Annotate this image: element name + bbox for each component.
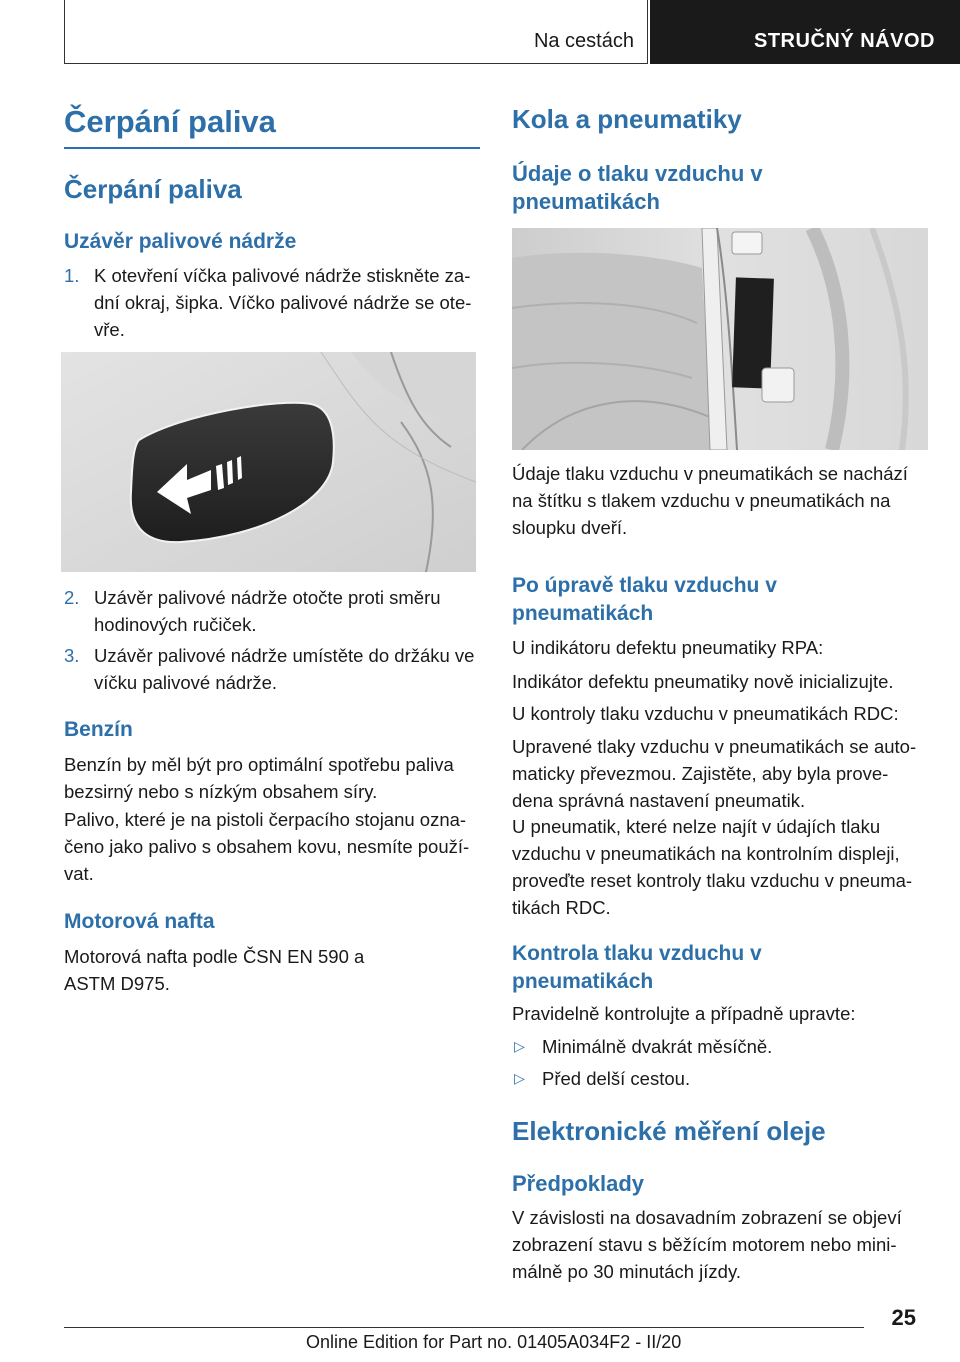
check-paragraph: Pravidelně kontrolujte a případně upravte: (512, 1003, 856, 1024)
step-number: 1. (64, 265, 80, 286)
section-heading-fuel: Čerpání paliva (64, 174, 242, 204)
footer-rule (64, 1327, 864, 1328)
petrol-paragraph: Palivo, které je na pistoli čerpacího stojanu ozna- čeno jako palivo s obsahem kovu, nesmíte použí- vat. (64, 809, 470, 884)
triangle-right-icon: ▷ (514, 1038, 525, 1054)
list-item: Minimálně dvakrát měsíčně. (542, 1036, 773, 1057)
adjust-paragraph: U kontroly tlaku vzduchu v pneumatikách RDC: (512, 703, 899, 724)
heading-after-adjust: Po úpravě tlaku vzduchu v pneumatikách (512, 574, 777, 625)
adjust-paragraph: U indikátoru defektu pneumatiky RPA: (512, 637, 824, 658)
pressure-paragraph: Údaje tlaku vzduchu v pneumatikách se nachází na štítku s tlakem vzduchu v pneumatikách na sloupku dveří. (512, 463, 908, 538)
page-title: Čerpání paliva (64, 104, 276, 139)
adjust-paragraph: Upravené tlaky vzduchu v pneumatikách se auto- maticky převezmou. Zajistěte, aby byla prove- dena správná nastavení pneumatik. (512, 736, 917, 811)
door-pillar-illustration (512, 228, 928, 450)
step-text: K otevření víčka palivové nádrže stiskněte za- dní okraj, šipka. Víčko palivové nádrže se ote- vře. (94, 265, 472, 340)
step-number: 3. (64, 645, 80, 666)
prereq-paragraph: V závislosti na dosavadním zobrazení se objeví zobrazení stavu s běžícím motorem nebo mini- málně po 30 minutách jízdy. (512, 1207, 902, 1282)
heading-fuel-cap: Uzávěr palivové nádrže (64, 230, 297, 253)
petrol-paragraph: Benzín by měl být pro optimální spotřebu paliva bezsirný nebo s nízkým obsahem síry. (64, 754, 454, 802)
header-chapter: STRUČNÝ NÁVOD (650, 0, 960, 64)
step-number: 2. (64, 587, 80, 608)
adjust-paragraph: U pneumatik, které nelze najít v údajích tlaku vzduchu v pneumatikách na kontrolním displeji, proveďte reset kontroly tlaku vzduchu v pneuma- tikách RDC. (512, 816, 913, 918)
page-number: 25 (891, 1305, 916, 1330)
heading-petrol: Benzín (64, 718, 133, 741)
header-section: Na cestách (533, 30, 634, 52)
heading-diesel: Motorová nafta (64, 910, 215, 933)
step-text: Uzávěr palivové nádrže otočte proti směru hodinových ručiček. (94, 587, 441, 635)
heading-pressure-data: Údaje o tlaku vzduchu v pneumatikách (512, 161, 763, 214)
triangle-right-icon: ▷ (514, 1070, 525, 1086)
title-rule (64, 147, 480, 149)
section-heading-wheels: Kola a pneumatiky (512, 104, 742, 134)
diesel-paragraph: Motorová nafta podle ČSN EN 590 a ASTM D975. (64, 946, 365, 994)
fuel-cap-illustration (61, 352, 476, 572)
adjust-paragraph: Indikátor defektu pneumatiky nově inicializujte. (512, 671, 894, 692)
heading-prerequisites: Předpoklady (512, 1171, 645, 1196)
heading-check-pressure: Kontrola tlaku vzduchu v pneumatikách (512, 942, 762, 993)
step-text: Uzávěr palivové nádrže umístěte do držáku ve víčku palivové nádrže. (94, 645, 475, 693)
section-heading-oil: Elektronické měření oleje (512, 1116, 826, 1146)
footer-edition: Online Edition for Part no. 01405A034F2 - II/20 (306, 1332, 682, 1352)
list-item: Před delší cestou. (542, 1068, 691, 1089)
